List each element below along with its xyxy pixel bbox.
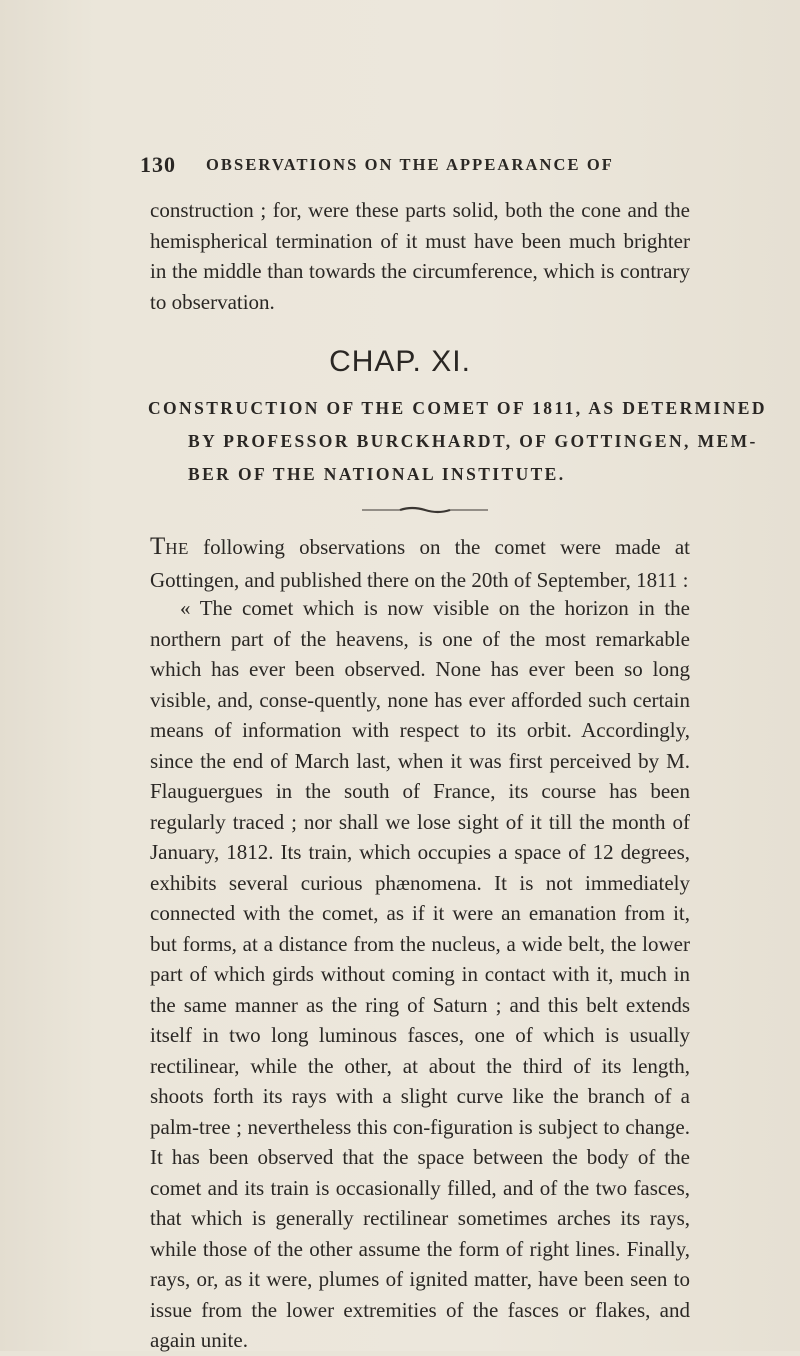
chapter-subtitle-line: CONSTRUCTION OF THE COMET OF 1811, AS DETERMINED: [148, 398, 767, 418]
page-number: 130: [140, 152, 176, 177]
intro-paragraph: [150, 532, 690, 595]
drop-cap: T: [150, 533, 166, 560]
top-paragraph: construction ; for, were these parts solid, both the cone and the hemispherical termination of it must have been much brighter in the middle than towards the circumference, which is contrary to observation.: [150, 198, 690, 314]
running-head-title: OBSERVATIONS ON THE APPEARANCE OF: [206, 155, 614, 174]
quote-last-line: and again unite.: [150, 1297, 690, 1352]
chapter-title: CHAP. XI.: [329, 345, 471, 378]
quote-paragraph: [150, 593, 690, 1356]
small-caps-text: HE: [165, 539, 189, 558]
chapter-subtitle-line: BER OF THE NATIONAL INSTITUTE.: [188, 464, 566, 484]
intro-text: following observations on the comet were made at Gottingen, and published there on the 20th of September, 1811 :: [150, 535, 690, 592]
running-head: [140, 152, 700, 182]
chapter-subtitle: [148, 392, 767, 491]
ornamental-divider: [360, 506, 490, 514]
chapter-subtitle-line: BY PROFESSOR BURCKHARDT, OF GOTTINGEN, MEM-: [188, 431, 758, 451]
quote-text: « The comet which is now visible on the horizon in the northern part of the heavens, is one of the most remarkable which has ever been observed. None has ever been so long visible, and, conse-quently, none has ever afforded such certain means of information with respect to its orbit. Accordingly, since the end of March last, when it was first perceived by M. Flauguergues in the south of France, its course has been regularly traced ; nor shall we lose sight of it till the month of January, 1812. Its train, which occupies a space of 12 degrees, exhibits several curious phænomena. It is not immediately connected with the comet, as if it were an emanation from it, but forms, at a distance from the nucleus, a wide belt, the lower part of which girds without coming in contact with it, much in the same manner as the ring of Saturn ; and this belt extends itself in two long luminous fasces, one of which is usually rectilinear, while the other, at about the third of its length, shoots forth its rays with a slight curve like the branch of a palm-tree ; nevertheless this con-figuration is subject to change. It has been observed that the space between the body of the comet and its train is occasionally filled, and of the two fasces, that which is generally rectilinear sometimes arches its rays, while those of the other assume the form of right lines. Finally, rays, or, as it were, plumes of ignited matter, have been seen to issue from the lower extremities of the fasces or flakes,: [150, 596, 690, 1322]
